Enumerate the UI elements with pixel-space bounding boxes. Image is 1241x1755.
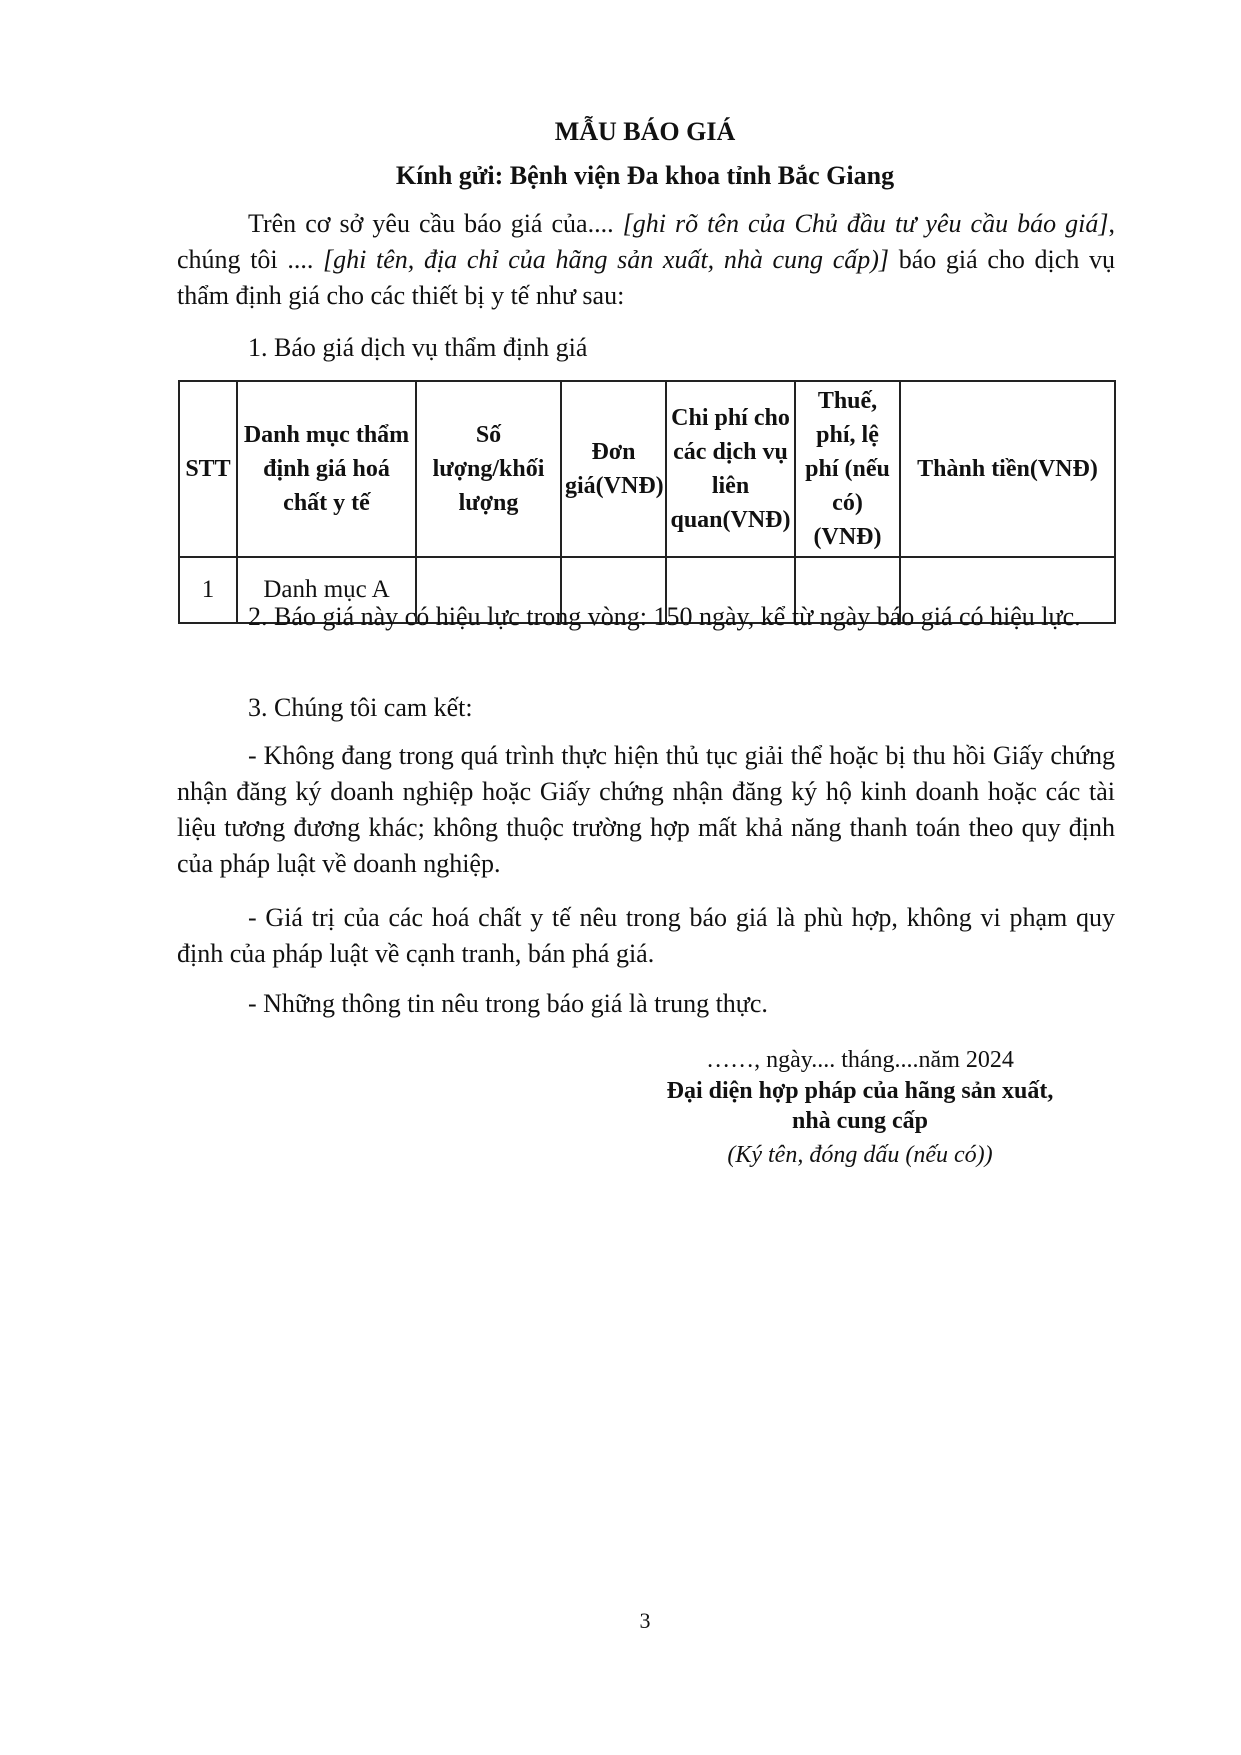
commitment-item: - Không đang trong quá trình thực hiện thủ tục giải thể hoặc bị thu hồi Giấy chứng nhận đăng ký doanh nghiệp hoặc Giấy chứng nhận đăng ký hộ kinh doanh hoặc các tài liệu tương đương khác; không thuộc trường hợp mất khả năng thanh toán theo quy định của pháp luật về doanh nghiệp. [177, 741, 1115, 878]
signature-date-line: ……, ngày.... tháng....năm 2024 [706, 1047, 1014, 1073]
header-quantity: Số lượng/khối lượng [416, 381, 561, 557]
header-unit-price: Đơn giá(VNĐ) [561, 381, 666, 557]
header-category: Danh mục thẩm định giá hoá chất y tế [237, 381, 416, 557]
intro-placeholder-investor: [ghi rõ tên của Chủ đầu tư yêu cầu báo giá] [622, 209, 1109, 238]
commitment-item: - Giá trị của các hoá chất y tế nêu trong báo giá là phù hợp, không vi phạm quy định của pháp luật về cạnh tranh, bán phá giá. [177, 903, 1115, 968]
recipient-line: Kính gửi: Bệnh viện Đa khoa tỉnh Bắc Giang [395, 161, 895, 190]
intro-text-2: , chúng tôi .... [177, 209, 1115, 274]
section-2-validity: 2. Báo giá này có hiệu lực trong vòng: 150 ngày, kể từ ngày báo giá có hiệu lực. [248, 602, 1081, 631]
intro-placeholder-supplier: [ghi tên, địa chỉ của hãng sản xuất, nhà cung cấp)] [323, 245, 890, 274]
intro-text-1: Trên cơ sở yêu cầu báo giá của.... [248, 209, 623, 238]
header-stt: STT [179, 381, 237, 557]
cell-stt: 1 [179, 557, 237, 623]
signature-note: (Ký tên, đóng dấu (nếu có)) [727, 1142, 993, 1168]
header-total: Thành tiền(VNĐ) [900, 381, 1115, 557]
header-taxes-fees: Thuế, phí, lệ phí (nếu có)(VNĐ) [795, 381, 900, 557]
commitment-item: - Những thông tin nêu trong báo giá là trung thực. [248, 989, 768, 1018]
quotation-table [178, 380, 1116, 624]
signature-title-line-2: nhà cung cấp [791, 1108, 929, 1134]
document-title: MẪU BÁO GIÁ [554, 117, 736, 146]
intro-paragraph [177, 206, 1115, 314]
section-1-heading: 1. Báo giá dịch vụ thẩm định giá [248, 333, 588, 362]
signature-title [620, 1076, 1100, 1136]
signature-title-line-1: Đại diện hợp pháp của hãng sản xuất, [666, 1078, 1054, 1104]
page-number: 3 [639, 1608, 651, 1633]
intro-text-3: báo giá cho dịch vụ thẩm định giá cho các thiết bị y tế như sau: [177, 245, 1115, 310]
table-header-row [179, 381, 1115, 557]
cell-category: Danh mục A [237, 557, 416, 623]
section-3-heading: 3. Chúng tôi cam kết: [248, 693, 473, 722]
header-related-costs: Chi phí cho các dịch vụ liên quan(VNĐ) [666, 381, 795, 557]
